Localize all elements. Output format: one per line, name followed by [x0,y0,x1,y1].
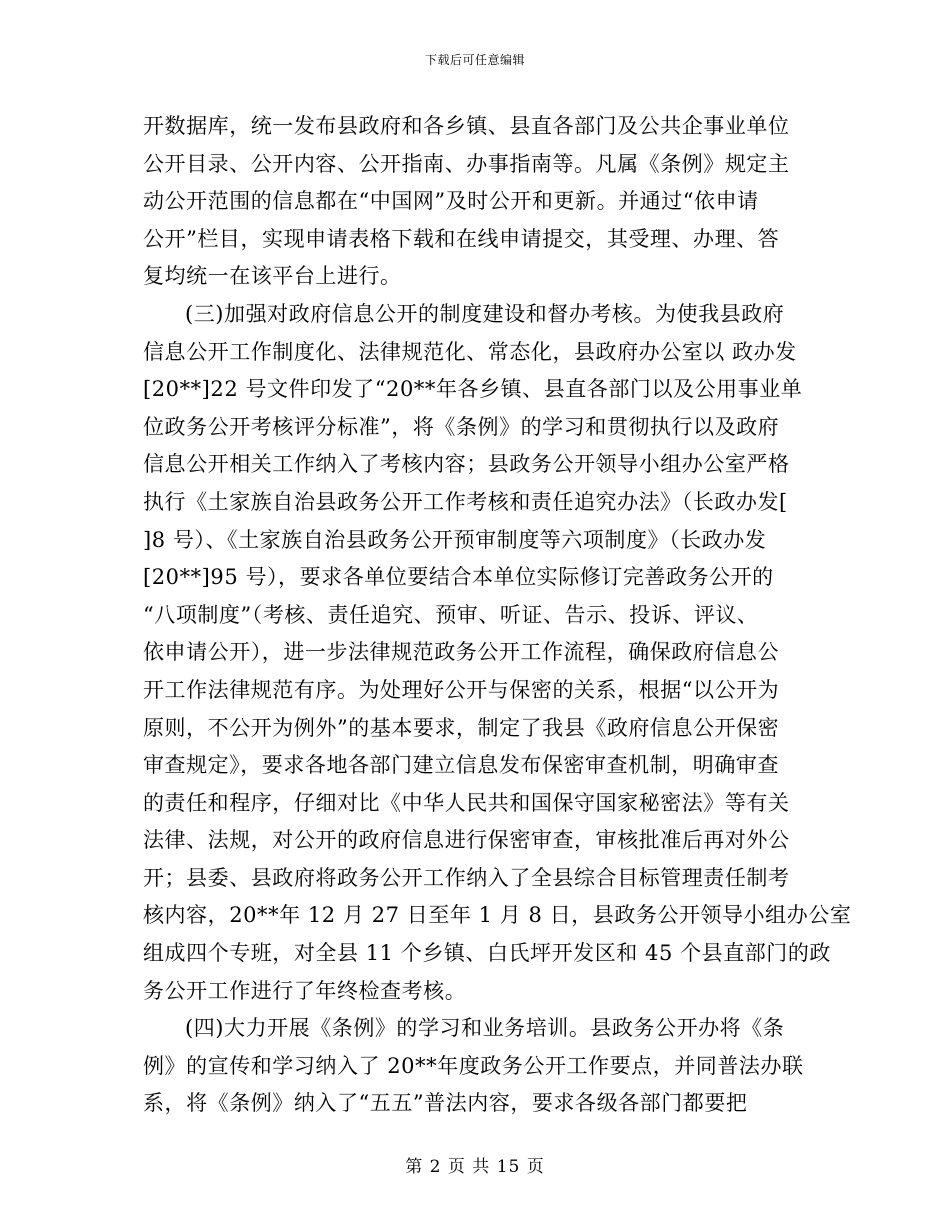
text-line: 动公开范围的信息都在“中国网”及时公开和更新。并通过“依申请 [143,189,759,214]
text-line: 依申请公开），进一步法律规范政务公开工作流程，确保政府信息公 [143,640,779,665]
text-line: 审查规定》，要求各地各部门建立信息发布保密审查机制，明确审查 [143,753,779,778]
text-line: 公开目录、公开内容、公开指南、办事指南等。凡属《条例》规定主 [143,151,790,176]
paragraph-first-line: (四)大力开展《条例》的学习和业务培训。县政务公开办将《条 [185,1016,785,1041]
text-line: 执行《土家族自治县政务公开工作考核和责任追究办法》（长政办发[ [143,489,788,514]
text-line: 法律、法规，对公开的政府信息进行保密审查，审核批准后再对外公 [143,828,790,853]
text-line: 位政务公开考核评分标准”，将《条例》的学习和贯彻执行以及政府 [143,414,780,439]
text-line: 原则，不公开为例外”的基本要求，制定了我县《政府信息公开保密 [143,715,780,740]
text-line: 开数据库，统一发布县政府和各乡镇、县直各部门及公共企事业单位 [143,114,790,138]
text-line: 复均统一在该平台上进行。 [143,264,402,289]
text-line: [20**]22 号文件印发了“20**年各乡镇、县直各部门以及公用事业单 [143,377,803,402]
text-line: 务公开工作进行了年终检查考核。 [143,978,467,1003]
text-line: 的责任和程序，仔细对比《中华人民共和国保守国家秘密法》等有关 [143,790,790,815]
text-line: 信息公开工作制度化、法律规范化、常态化，县政府办公室以 政办发 [143,339,797,364]
page-number-footer: 第 2 页 共 15 页 [405,1157,545,1177]
text-line: ]8 号）、《土家族自治县政务公开预审制度等六项制度》（长政办发 [143,527,767,552]
page-header: 下载后可任意编辑 [424,53,525,67]
paragraph-first-line: (三)加强对政府信息公开的制度建设和督办考核。为使我县政府 [185,301,785,326]
text-line: 公开”栏目，实现申请表格下载和在线申请提交，其受理、办理、答 [143,226,780,251]
text-line: 组成四个专班，对全县 11 个乡镇、白氏坪开发区和 45 个县直部门的政 [143,941,831,966]
text-line: 开工作法律规范有序。为处理好公开与保密的关系，根据“以公开为 [143,677,780,702]
text-line: 系，将《条例》纳入了“五五”普法内容，要求各级各部门都要把 [143,1091,748,1116]
text-line: 核内容，20**年 12 月 27 日至年 1 月 8 日，县政务公开领导小组办公室 [143,903,852,928]
text-line: “八项制度”（考核、责任追究、预审、听证、告示、投诉、评议、 [143,602,759,627]
text-line: 开；县委、县政府将政务公开工作纳入了全县综合目标管理责任制考 [143,865,790,890]
text-line: [20**]95 号），要求各单位要结合本单位实际修订完善政务公开的 [143,565,774,590]
text-line: 例》的宣传和学习纳入了 20**年度政务公开工作要点，并同普法办联 [143,1053,804,1078]
document-body [143,108,852,1123]
text-line: 信息公开相关工作纳入了考核内容；县政务公开领导小组办公室严格 [143,452,790,477]
